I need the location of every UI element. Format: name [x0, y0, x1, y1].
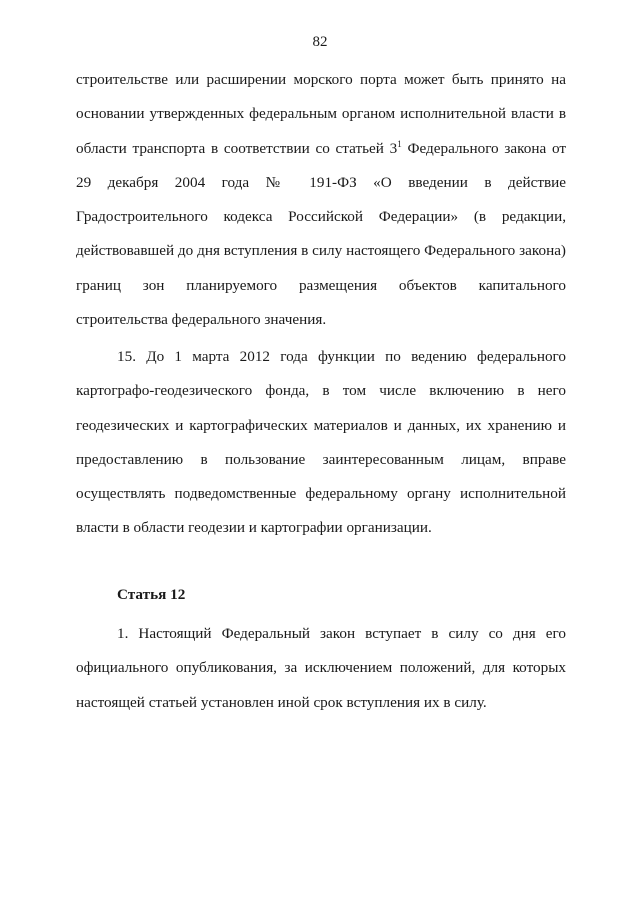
article-heading: Статья 12: [117, 586, 186, 603]
paragraph-text-part-2: Федерального закона от 29 декабря 2004 года № 191-ФЗ «О введении в действие Градостроительного кодекса Российской Федерации» (в редакции, действовавшей до дня вступления в силу настоящего Федерального закона) границ зон планируемого размещения объектов капитального строительства федерального значения.: [76, 139, 566, 329]
paragraph-article-12-item-1: [76, 617, 566, 720]
paragraph-text: 1. Настоящий Федеральный закон вступает в силу со дня его официального опубликования, за исключением положений, для которых настоящей статьей установлен иной срок вступления их в силу.: [76, 625, 566, 711]
paragraph-text-part-1: строительстве или расширении морского порта может быть принято на основании утвержденных федеральным органом исполнительной власти в области транспорта в соответствии со статьей 3: [76, 71, 566, 157]
paragraph-text: 15. До 1 марта 2012 года функции по ведению федерального картографо-геодезического фонда, в том числе включению в него геодезических и картографических материалов и данных, их хранению и предоставлению в пользование заинтересованным лицам, вправе осуществлять подведомственные федеральному органу исполнительной власти в области геодезии и картографии организации.: [76, 348, 566, 537]
page-number: 82: [312, 34, 328, 50]
superscript-footnote: 1: [397, 138, 402, 149]
paragraph-port-construction: [76, 63, 566, 337]
paragraph-item-15: [76, 340, 566, 546]
